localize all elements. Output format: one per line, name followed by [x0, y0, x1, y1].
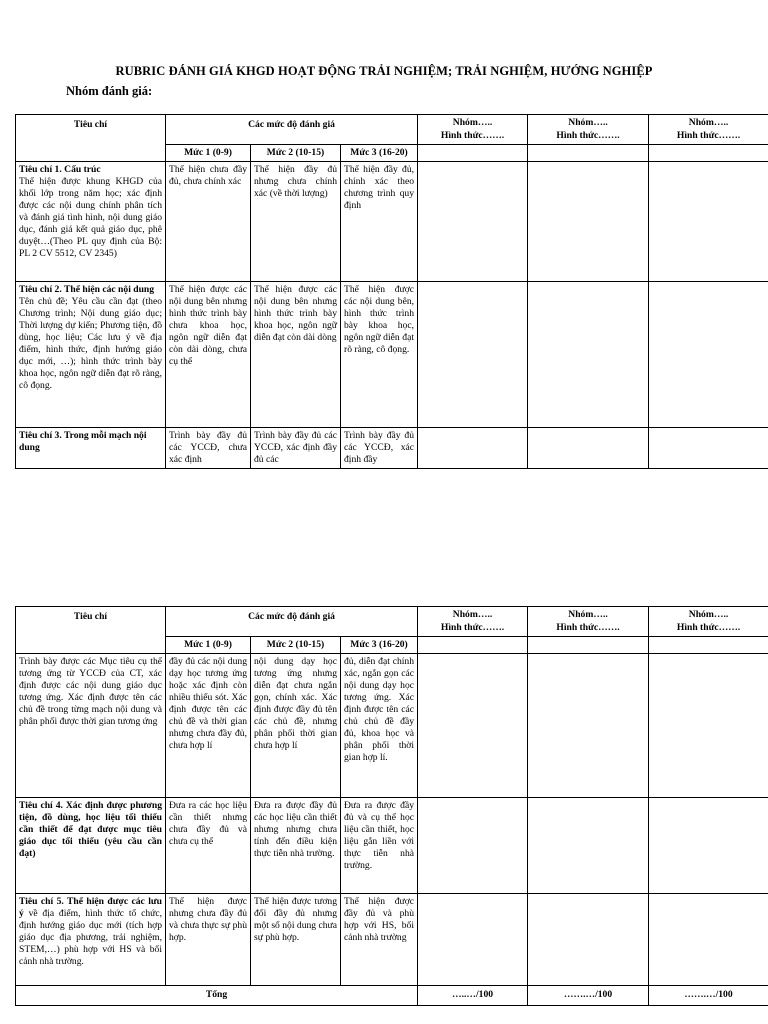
score-cell: [649, 161, 768, 281]
table-row: [16, 281, 768, 427]
total-score: …….…/100: [649, 985, 768, 1005]
level3-cell: Thể hiện đầy đủ, chính xác theo chương trình quy định: [341, 161, 418, 281]
criteria-title: Tiêu chí 2. Thể hiện các nội dung: [19, 283, 155, 295]
form-name: Hình thức…….: [676, 621, 741, 633]
levels-header: Các mức độ đánh giá: [166, 607, 418, 637]
level3-cell: Thể hiện được đầy đủ và phù hợp với HS, bối cảnh nhà trường: [341, 893, 418, 985]
score-cell: [528, 797, 649, 893]
criteria-cell: [16, 427, 166, 468]
score-cell: [418, 161, 528, 281]
table-row: [16, 797, 768, 893]
levels-header: Các mức độ đánh giá: [166, 115, 418, 145]
criteria-header: Tiêu chí: [16, 607, 166, 654]
criteria-desc: Trình bày được các Mục tiêu cụ thể tương ứng từ YCCĐ của CT, xác định được các nội dung giáo dục tương ứng. Xác định được tên các chủ đề trong từng mạch nội dung và phân phối được thời gian tương ứng: [19, 655, 162, 727]
score-cell: [418, 281, 528, 427]
score-cell: [649, 427, 768, 468]
score-cell: [418, 893, 528, 985]
group-col-header: [649, 607, 768, 637]
level3-cell: đủ, diễn đạt chính xác, ngắn gọn các nội dung dạy học tương ứng. Xác định được tên các chủ chủ đề đầy đủ, khoa học và phân phối thời gian hợp lí.: [341, 653, 418, 797]
rubric-table-page1: [15, 114, 768, 469]
total-score: …..…/100: [418, 985, 528, 1005]
group-name: Nhóm…..: [568, 117, 608, 129]
level2-cell: nội dung dạy học tương ứng nhưng diễn đạt chưa ngắn gọn, chính xác. Xác định được đầy đủ tên các chủ đề, nhưng phân phối thời gian chưa hợp lí: [251, 653, 341, 797]
total-row: [16, 985, 768, 1005]
table-row: [16, 161, 768, 281]
score-cell: [528, 427, 649, 468]
criteria-cell: [16, 161, 166, 281]
level1-cell: đầy đủ các nội dung dạy học tương ứng hoặc xác định còn nhiều thiếu sót. Xác định được tên các chủ đề và thời gian nhưng chưa đầy đủ, chưa hợp lí: [166, 653, 251, 797]
level3-cell: Thể hiện được các nội dung bên, hình thức trình bày khoa học, ngôn ngữ diễn đạt rõ ràng, cô đọng.: [341, 281, 418, 427]
level1-cell: Đưa ra các học liệu cần thiết nhưng chưa đầy đủ và chưa cụ thể: [166, 797, 251, 893]
score-cell: [418, 637, 528, 654]
score-cell: [649, 653, 768, 797]
form-name: Hình thức…….: [440, 129, 505, 141]
score-cell: [418, 797, 528, 893]
score-cell: [649, 637, 768, 654]
level2-cell: Trình bày đầy đủ các YCCĐ, xác định đầy đủ các: [251, 427, 341, 468]
score-cell: [528, 637, 649, 654]
table-row: [16, 893, 768, 985]
criteria-desc: về địa điểm, hình thức tổ chức, định hướng giáo dục mới (tích hợp giáo dục địa phương, trải nghiệm, STEM,…) phù hợp với HS và bối cảnh nhà trường.: [19, 907, 162, 967]
group-col-header: [649, 115, 768, 145]
criteria-title: Tiêu chí 1. Cấu trúc: [19, 163, 101, 175]
score-cell: [649, 145, 768, 162]
level3-cell: Trình bày đầy đủ các YCCĐ, xác định đầy: [341, 427, 418, 468]
criteria-header: Tiêu chí: [16, 115, 166, 162]
group-name: Nhóm…..: [452, 609, 493, 621]
criteria-cell: [16, 281, 166, 427]
level2-header: Mức 2 (10-15): [251, 145, 341, 162]
level3-header: Mức 3 (16-20): [341, 637, 418, 654]
form-name: Hình thức…….: [556, 129, 620, 141]
score-cell: [418, 145, 528, 162]
group-col-header: [528, 607, 649, 637]
criteria-title: Tiêu chí 3. Trong mỗi mạch nội dung: [19, 429, 147, 453]
total-label: Tổng: [16, 985, 418, 1005]
table-row: [16, 653, 768, 797]
level1-cell: Thể hiện được các nội dung bên nhưng hình thức trình bày chưa khoa học, ngôn ngữ diễn đạt còn dài dòng, chưa cụ thể: [166, 281, 251, 427]
form-name: Hình thức…….: [676, 129, 741, 141]
level1-cell: Thể hiện được nhưng chưa đầy đủ và chưa thực sự phù hợp.: [166, 893, 251, 985]
group-name: Nhóm…..: [568, 609, 608, 621]
score-cell: [649, 797, 768, 893]
level2-cell: Thể hiện được các nội dung bên nhưng hình thức trình bày khoa học, ngôn ngữ diễn đạt còn dài dòng: [251, 281, 341, 427]
form-name: Hình thức…….: [556, 621, 620, 633]
group-label: Nhóm đánh giá:: [66, 84, 153, 98]
level1-header: Mức 1 (0-9): [166, 145, 251, 162]
group-col-header: [528, 115, 649, 145]
level2-cell: Thể hiện đầy đủ nhưng chưa chính xác (về thời lượng): [251, 161, 341, 281]
criteria-title: Tiêu chí 4. Xác định được phương tiện, đồ dùng, học liệu tối thiểu cần thiết để đạt được mục tiêu giáo dục tối thiểu (yêu cầu cần đạt): [19, 799, 162, 859]
criteria-cell: [16, 797, 166, 893]
group-name: Nhóm…..: [688, 117, 729, 129]
score-cell: [528, 653, 649, 797]
score-cell: [528, 281, 649, 427]
rubric-table-page2: [15, 606, 768, 1006]
form-name: Hình thức…….: [440, 621, 505, 633]
group-col-header: [418, 607, 528, 637]
level1-cell: Trình bày đầy đủ các YCCĐ, chưa xác định: [166, 427, 251, 468]
document-title: RUBRIC ĐÁNH GIÁ KHGD HOẠT ĐỘNG TRẢI NGHIỆM; TRẢI NGHIỆM, HƯỚNG NGHIỆP: [115, 64, 653, 78]
level1-cell: Thể hiện chưa đầy đủ, chưa chính xác: [166, 161, 251, 281]
score-cell: [649, 893, 768, 985]
score-cell: [418, 653, 528, 797]
criteria-desc: Tên chủ đề; Yêu cầu cần đạt (theo Chương trình; Nội dung giáo dục; Thời lượng dự kiến; Phương tiện, đồ dùng, học liệu; Các lưu ý về địa điểm, hình thức, định hướng giáo dục mới, …); hình thức trình bày khoa học, ngôn ngữ diễn đạt rõ ràng, cô đọng.: [19, 295, 162, 391]
total-score: …….…/100: [528, 985, 649, 1005]
level2-cell: Thể hiện được tương đối đầy đủ nhưng một số nội dung chưa sự phù hợp.: [251, 893, 341, 985]
group-col-header: [418, 115, 528, 145]
score-cell: [528, 145, 649, 162]
level2-cell: Đưa ra được đầy đủ các học liệu cần thiết nhưng nhưng chưa tính đến điều kiện thực tiễn nhà trường.: [251, 797, 341, 893]
table-row: [16, 427, 768, 468]
level1-header: Mức 1 (0-9): [166, 637, 251, 654]
score-cell: [528, 161, 649, 281]
criteria-cell: [16, 893, 166, 985]
criteria-title: Tiêu chí 5. Thể hiện được các lưu ý: [19, 895, 162, 919]
level3-header: Mức 3 (16-20): [341, 145, 418, 162]
group-name: Nhóm…..: [688, 609, 729, 621]
score-cell: [418, 427, 528, 468]
group-name: Nhóm…..: [452, 117, 493, 129]
level2-header: Mức 2 (10-15): [251, 637, 341, 654]
score-cell: [528, 893, 649, 985]
level3-cell: Đưa ra được đầy đủ và cụ thể học liệu cần thiết, học liệu gắn liền với thực tiễn nhà trường.: [341, 797, 418, 893]
score-cell: [649, 281, 768, 427]
criteria-cell: [16, 653, 166, 797]
criteria-desc: Thể hiện được khung KHGD của khối lớp trong năm học; xác định được các nội dung chính phân tích và đánh giá tình hình, nội dung giáo dục, đánh giá kết quả giáo dục, phê duyệt…(Theo PL quy định của Bộ: PL 2 CV 5512, CV 2345): [19, 175, 162, 259]
